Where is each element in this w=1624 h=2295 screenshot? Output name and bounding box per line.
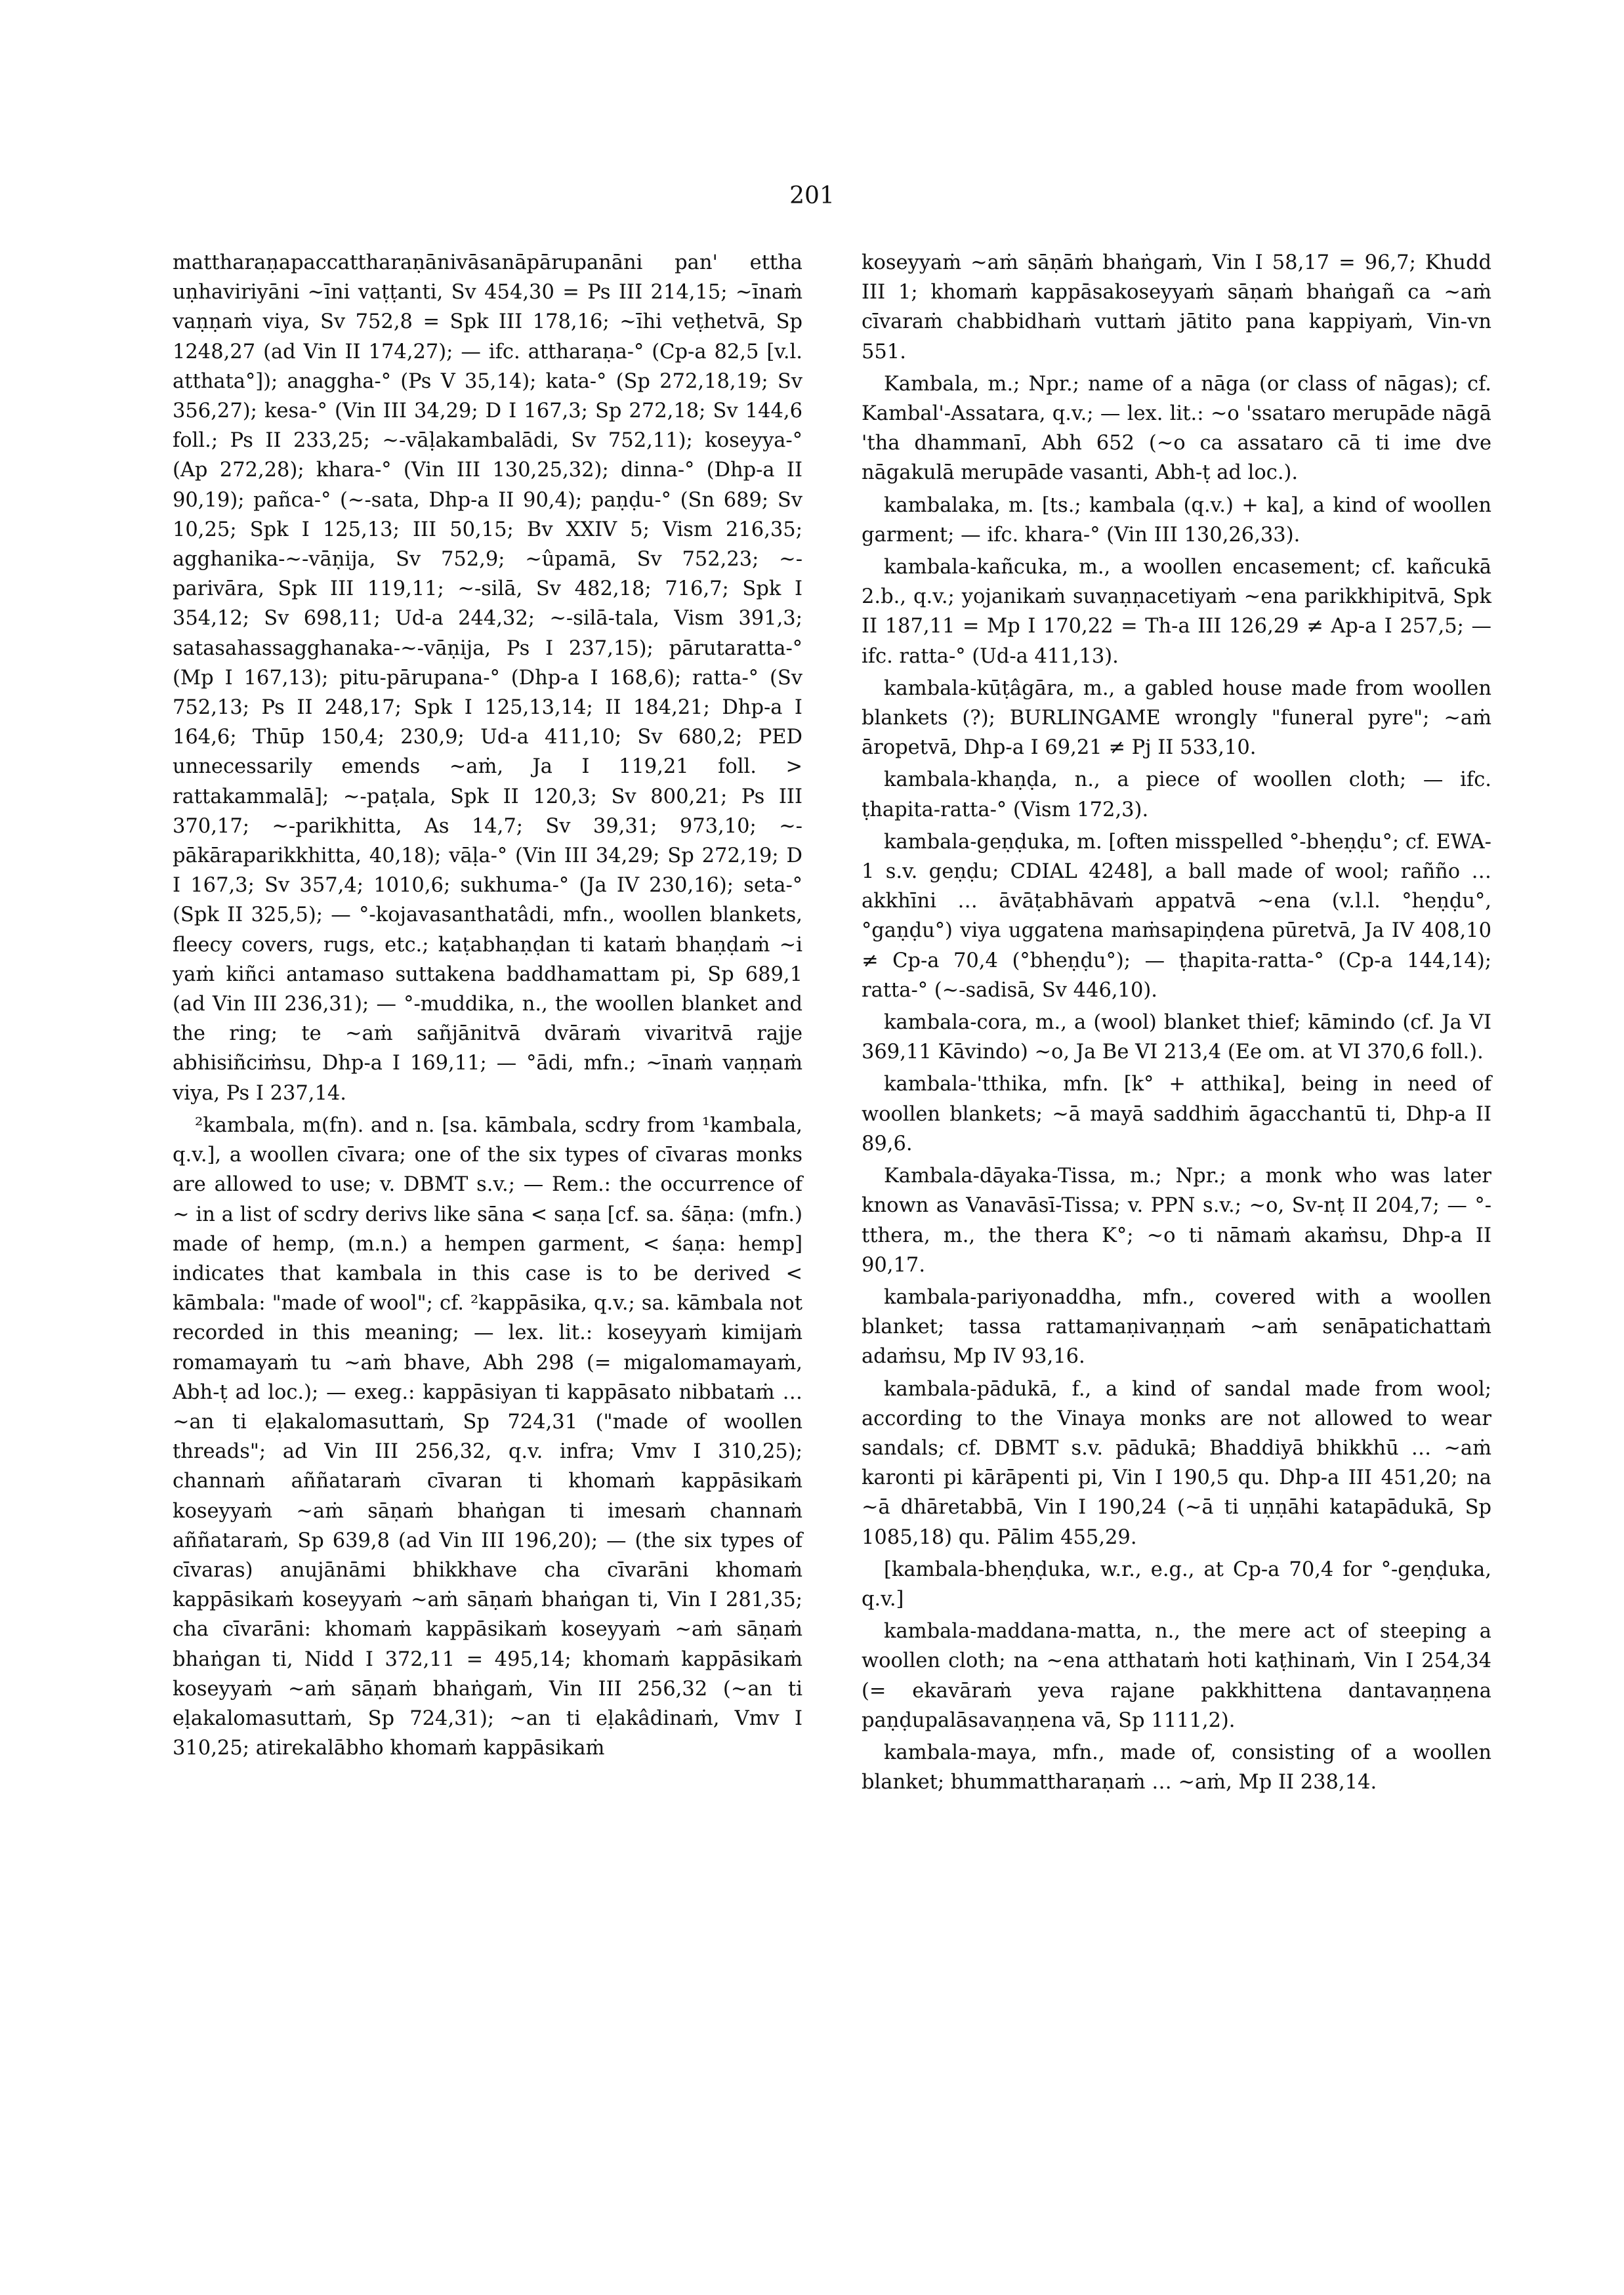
dictionary-entry: Kambala-dāyaka-Tissa, m.; Npr.; a monk who was later known as Vanavāsī-Tissa; v. PPN s.v.; ~o, Sv-nṭ II 204,7; — °-tthera, m., the thera K°; ~o ti nāmaṁ akaṁsu, Dhp-a II 90,17.	[862, 1165, 1491, 1277]
dictionary-entry: kambala-khaṇḍa, n., a piece of woollen cloth; — ifc. ṭhapita-ratta-° (Vism 172,3).	[862, 768, 1491, 821]
left-column	[173, 248, 802, 1763]
dictionary-entry: kambala-pādukā, f., a kind of sandal made from wool; according to the Vinaya monks are not allowed to wear sandals; cf. DBMT s.v. pādukā; Bhaddiyā bhikkhū … ~aṁ karonti pi kārāpenti pi, Vin I 190,5 qu. Dhp-a III 451,20; na ~ā dhāretabbā, Vin I 190,24 (~ā ti uṇṇāhi katapādukā, Sp 1085,18) qu. Pālim 455,29.	[862, 1377, 1491, 1549]
dictionary-entry: Kambala, m.; Npr.; name of a nāga (or class of nāgas); cf. Kambal'-Assatara, q.v.; — lex. lit.: ~o 'ssataro merupāde nāgā 'tha dhammanī, Abh 652 (~o ca assataro cā ti ime dve nāgakulā merupāde vasanti, Abh-ṭ ad loc.).	[862, 372, 1491, 485]
dictionary-entry: kambala-pariyonaddha, mfn., covered with a woollen blanket; tassa rattamaṇivaṇṇaṁ ~aṁ senāpatichattaṁ adaṁsu, Mp IV 93,16.	[862, 1285, 1491, 1369]
dictionary-entry: ²kambala, m(fn). and n. [sa. kāmbala, scdry from ¹kambala, q.v.], a woollen cīvara; one of the six types of cīvaras monks are allowed to use; v. DBMT s.v.; — Rem.: the occurrence of ~ in a list of scdry derivs like sāna < saṇa [cf. sa. śāṇa: (mfn.) made of hemp, (m.n.) a hempen garment, < śaṇa: hemp] indicates that kambala in this case is to be derived < kāmbala: "made of wool"; cf. ²kappāsika, q.v.; sa. kāmbala not recorded in this meaning; — lex. lit.: koseyyaṁ kimijaṁ romamayaṁ tu ~aṁ bhave, Abh 298 (= migalomamayaṁ, Abh-ṭ ad loc.); — exeg.: kappāsiyan ti kappāsato nibbataṁ … ~an ti eḷakalomasuttaṁ, Sp 724,31 ("made of woollen threads"; ad Vin III 256,32, q.v. infra; Vmv I 310,25); channaṁ aññataraṁ cīvaran ti khomaṁ kappāsikaṁ koseyyaṁ ~aṁ sāṇaṁ bhaṅgan ti imesaṁ channaṁ aññataraṁ, Sp 639,8 (ad Vin III 196,20); — (the six types of cīvaras) anujānāmi bhikkhave cha cīvarāni khomaṁ kappāsikaṁ koseyyaṁ ~aṁ sāṇaṁ bhaṅgan ti, Vin I 281,35; cha cīvarāni: khomaṁ kappāsikaṁ koseyyaṁ ~aṁ sāṇaṁ bhaṅgan ti, Nidd I 372,11 = 495,14; khomaṁ kappāsikaṁ koseyyaṁ ~aṁ sāṇaṁ bhaṅgaṁ, Vin III 256,32 (~an ti eḷakalomasuttaṁ, Sp 724,31); ~an ti eḷakâdinaṁ, Vmv I 310,25; atirekalābho khomaṁ kappāsikaṁ	[173, 1113, 802, 1760]
dictionary-entry: kambala-kūṭâgāra, m., a gabled house made from woollen blankets (?); BURLINGAME wrongly "funeral pyre"; ~aṁ āropetvā, Dhp-a I 69,21 ≠ Pj II 533,10.	[862, 676, 1491, 760]
dictionary-entry: [kambala-bheṇḍuka, w.r., e.g., at Cp-a 70,4 for °-geṇḍuka, q.v.]	[862, 1558, 1491, 1611]
dictionary-entry-continued: koseyyaṁ ~aṁ sāṇāṁ bhaṅgaṁ, Vin I 58,17 = 96,7; Khudd III 1; khomaṁ kappāsakoseyyaṁ sāṇaṁ bhaṅgañ ca ~aṁ cīvaraṁ chabbidhaṁ vuttaṁ jātito pana kappiyaṁ, Vin-vn 551.	[862, 251, 1491, 363]
dictionary-entry: kambala-kañcuka, m., a woollen encasement; cf. kañcukā 2.b., q.v.; yojanikaṁ suvaṇṇacetiyaṁ ~ena parikkhipitvā, Spk II 187,11 = Mp I 170,22 = Th-a III 126,29 ≠ Ap-a I 257,5; — ifc. ratta-° (Ud-a 411,13).	[862, 556, 1491, 668]
dictionary-entry: kambalaka, m. [ts.; kambala (q.v.) + ka], a kind of woollen garment; — ifc. khara-° (Vin III 130,26,33).	[862, 493, 1491, 547]
dictionary-entry: kambala-maya, mfn., made of, consisting of a woollen blanket; bhummattharaṇaṁ … ~aṁ, Mp II 238,14.	[862, 1741, 1491, 1794]
page-number: 201	[789, 182, 835, 209]
dictionary-entry: kambala-'tthika, mfn. [k° + atthika], being in need of woollen blankets; ~ā mayā saddhiṁ āgacchantū ti, Dhp-a II 89,6.	[862, 1073, 1491, 1155]
right-column	[862, 248, 1491, 1797]
dictionary-entry: kambala-cora, m., a (wool) blanket thief; kāmindo (cf. Ja VI 369,11 Kāvindo) ~o, Ja Be VI 213,4 (Ee om. at VI 370,6 foll.).	[862, 1011, 1491, 1064]
dictionary-entry: kambala-geṇḍuka, m. [often misspelled °-bheṇḍu°; cf. EWA-1 s.v. geṇḍu; CDIAL 4248], a ball made of wool; rañño … akkhīni … āvāṭabhāvaṁ appatvā ~ena (v.l.l. °heṇḍu°, °gaṇḍu°) viya uggatena maṁsapiṇḍena pūretvā, Ja IV 408,10 ≠ Cp-a 70,4 (°bheṇḍu°); — ṭhapita-ratta-° (Cp-a 144,14); ratta-° (~-sadisā, Sv 446,10).	[862, 830, 1491, 1002]
dictionary-entry-continued: mattharaṇapaccattharaṇānivāsanāpārupanāni pan' ettha uṇhaviriyāni ~īni vaṭṭanti, Sv 454,30 = Ps III 214,15; ~īnaṁ vaṇṇaṁ viya, Sv 752,8 = Spk III 178,16; ~īhi veṭhetvā, Sp 1248,27 (ad Vin II 174,27); — ifc. attharaṇa-° (Cp-a 82,5 [v.l. atthata°]); anaggha-° (Ps V 35,14); kata-° (Sp 272,18,19; Sv 356,27); kesa-° (Vin III 34,29; D I 167,3; Sp 272,18; Sv 144,6 foll.; Ps II 233,25; ~-vāḷakambalādi, Sv 752,11); koseyya-° (Ap 272,28); khara-° (Vin III 130,25,32); dinna-° (Dhp-a II 90,19); pañca-° (~-sata, Dhp-a II 90,4); paṇḍu-° (Sn 689; Sv 10,25; Spk I 125,13; III 50,15; Bv XXIV 5; Vism 216,35; agghanika-~-vāṇija, Sv 752,9; ~ûpamā, Sv 752,23; ~-parivāra, Spk III 119,11; ~-silā, Sv 482,18; 716,7; Spk I 354,12; Sv 698,11; Ud-a 244,32; ~-silā-tala, Vism 391,3; satasahassagghanaka-~-vāṇija, Ps I 237,15); pārutaratta-° (Mp I 167,13); pitu-pārupana-° (Dhp-a I 168,6); ratta-° (Sv 752,13; Ps II 248,17; Spk I 125,13,14; II 184,21; Dhp-a I 164,6; Thūp 150,4; 230,9; Ud-a 411,10; Sv 680,2; PED unnecessarily emends ~aṁ, Ja I 119,21 foll. > rattakammalā]; ~-paṭala, Spk II 120,3; Sv 800,21; Ps III 370,17; ~-parikhitta, As 14,7; Sv 39,31; 973,10; ~-pākāraparikkhitta, 40,18); vāḷa-° (Vin III 34,29; Sp 272,19; D I 167,3; Sv 357,4; 1010,6; sukhuma-° (Ja IV 230,16); seta-° (Spk II 325,5); — °-kojavasanthatâdi, mfn., woollen blankets, fleecy covers, rugs, etc.; kaṭabhaṇḍan ti kataṁ bhaṇḍaṁ ~i yaṁ kiñci antamaso suttakena baddhamattam pi, Sp 689,1 (ad Vin III 236,31); — °-muddika, n., the woollen blanket and the ring; te ~aṁ sañjānitvā dvāraṁ vivaritvā rajje abhisiñciṁsu, Dhp-a I 169,11; — °ādi, mfn.; ~īnaṁ vaṇṇaṁ viya, Ps I 237,14.	[173, 251, 802, 1105]
dictionary-entry: kambala-maddana-matta, n., the mere act of steeping a woollen cloth; na ~ena atthataṁ hoti kaṭhinaṁ, Vin I 254,34 (= ekavāraṁ yeva rajane pakkhittena dantavaṇṇena paṇḍupalāsavaṇṇena vā, Sp 1111,2).	[862, 1620, 1491, 1732]
